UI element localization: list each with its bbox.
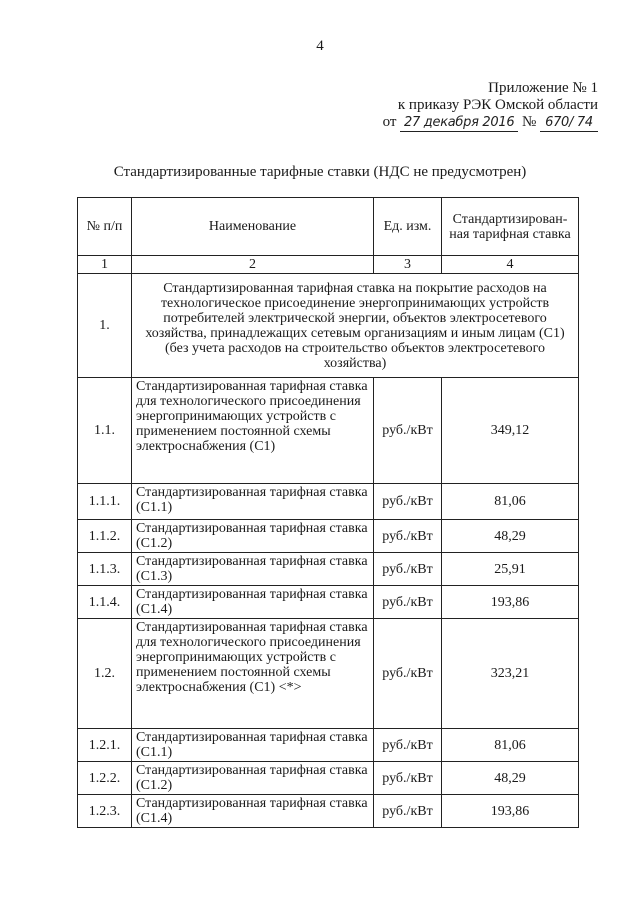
column-number: 2 — [132, 256, 374, 274]
number-prefix: № — [521, 114, 537, 130]
row-number: 1.1.1. — [78, 484, 132, 520]
row-value: 193,86 — [442, 586, 579, 619]
row-number: 1.1.3. — [78, 553, 132, 586]
document-title: Стандартизированные тарифные ставки (НДС не предусмотрен) — [113, 164, 527, 180]
row-name: Стандартизированная тарифная ставка (С1.4) — [132, 795, 374, 828]
header-rate: Стандартизирован-ная тарифная ставка — [442, 198, 579, 256]
table-row — [78, 520, 579, 553]
row-name: Стандартизированная тарифная ставка (С1.2) — [132, 762, 374, 795]
row-number: 1.2.3. — [78, 795, 132, 828]
appendix-block — [383, 80, 598, 136]
row-unit: руб./кВт — [374, 729, 442, 762]
table-row — [78, 378, 579, 484]
page-number: 4 — [316, 38, 324, 54]
header-name: Наименование — [132, 198, 374, 256]
row-number: 1.2. — [78, 619, 132, 729]
row-unit: руб./кВт — [374, 762, 442, 795]
row-unit: руб./кВт — [374, 520, 442, 553]
row-name: Стандартизированная тарифная ставка для технологического присоединения энергопринимающих устройств с применением постоянной схемы электроснабжения (С1) <*> — [132, 619, 374, 729]
row-value: 323,21 — [442, 619, 579, 729]
row-unit: руб./кВт — [374, 553, 442, 586]
date-prefix: от — [382, 114, 397, 130]
section-row — [78, 274, 579, 378]
row-name: Стандартизированная тарифная ставка (С1.3) — [132, 553, 374, 586]
row-unit: руб./кВт — [374, 378, 442, 484]
section-description: Стандартизированная тарифная ставка на покрытие расходов на технологическое присоединение энергопринимающих устройств потребителей электрической энергии, объектов электросетевого хозяйства, принадлежащих сетевым организациям и иным лицам (С1) (без учета расходов на строительство объектов электросетевого хозяйства) — [132, 274, 579, 378]
column-number-row — [78, 256, 579, 274]
order-date-number — [383, 114, 598, 136]
row-name: Стандартизированная тарифная ставка для технологического присоединения энергопринимающих устройств с применением постоянной схемы электроснабжения (С1) — [132, 378, 374, 484]
row-name: Стандартизированная тарифная ставка (С1.1) — [132, 484, 374, 520]
row-number: 1.2.2. — [78, 762, 132, 795]
table-row — [78, 586, 579, 619]
row-value: 193,86 — [442, 795, 579, 828]
table-header-row — [78, 198, 579, 256]
row-unit: руб./кВт — [374, 586, 442, 619]
appendix-order-ref: к приказу РЭК Омской области — [397, 97, 598, 113]
row-name: Стандартизированная тарифная ставка (С1.1) — [132, 729, 374, 762]
row-value: 25,91 — [442, 553, 579, 586]
header-unit: Ед. изм. — [374, 198, 442, 256]
table-row — [78, 484, 579, 520]
table-row — [78, 762, 579, 795]
row-value: 81,06 — [442, 729, 579, 762]
row-name: Стандартизированная тарифная ставка (С1.4) — [132, 586, 374, 619]
tariff-table — [77, 197, 579, 828]
handwritten-number: 670/ 74 — [540, 114, 598, 132]
row-value: 349,12 — [442, 378, 579, 484]
column-number: 1 — [78, 256, 132, 274]
row-name: Стандартизированная тарифная ставка (С1.2) — [132, 520, 374, 553]
section-number: 1. — [78, 274, 132, 378]
row-value: 48,29 — [442, 520, 579, 553]
row-value: 81,06 — [442, 484, 579, 520]
table-row — [78, 553, 579, 586]
column-number: 3 — [374, 256, 442, 274]
table-row — [78, 729, 579, 762]
row-unit: руб./кВт — [374, 484, 442, 520]
row-value: 48,29 — [442, 762, 579, 795]
row-unit: руб./кВт — [374, 619, 442, 729]
row-number: 1.2.1. — [78, 729, 132, 762]
row-number: 1.1. — [78, 378, 132, 484]
header-number: № п/п — [78, 198, 132, 256]
row-unit: руб./кВт — [374, 795, 442, 828]
column-number: 4 — [442, 256, 579, 274]
table-row — [78, 619, 579, 729]
table-row — [78, 795, 579, 828]
row-number: 1.1.2. — [78, 520, 132, 553]
handwritten-date: 27 декабря 2016 — [400, 114, 518, 132]
appendix-title: Приложение № 1 — [488, 80, 598, 96]
row-number: 1.1.4. — [78, 586, 132, 619]
